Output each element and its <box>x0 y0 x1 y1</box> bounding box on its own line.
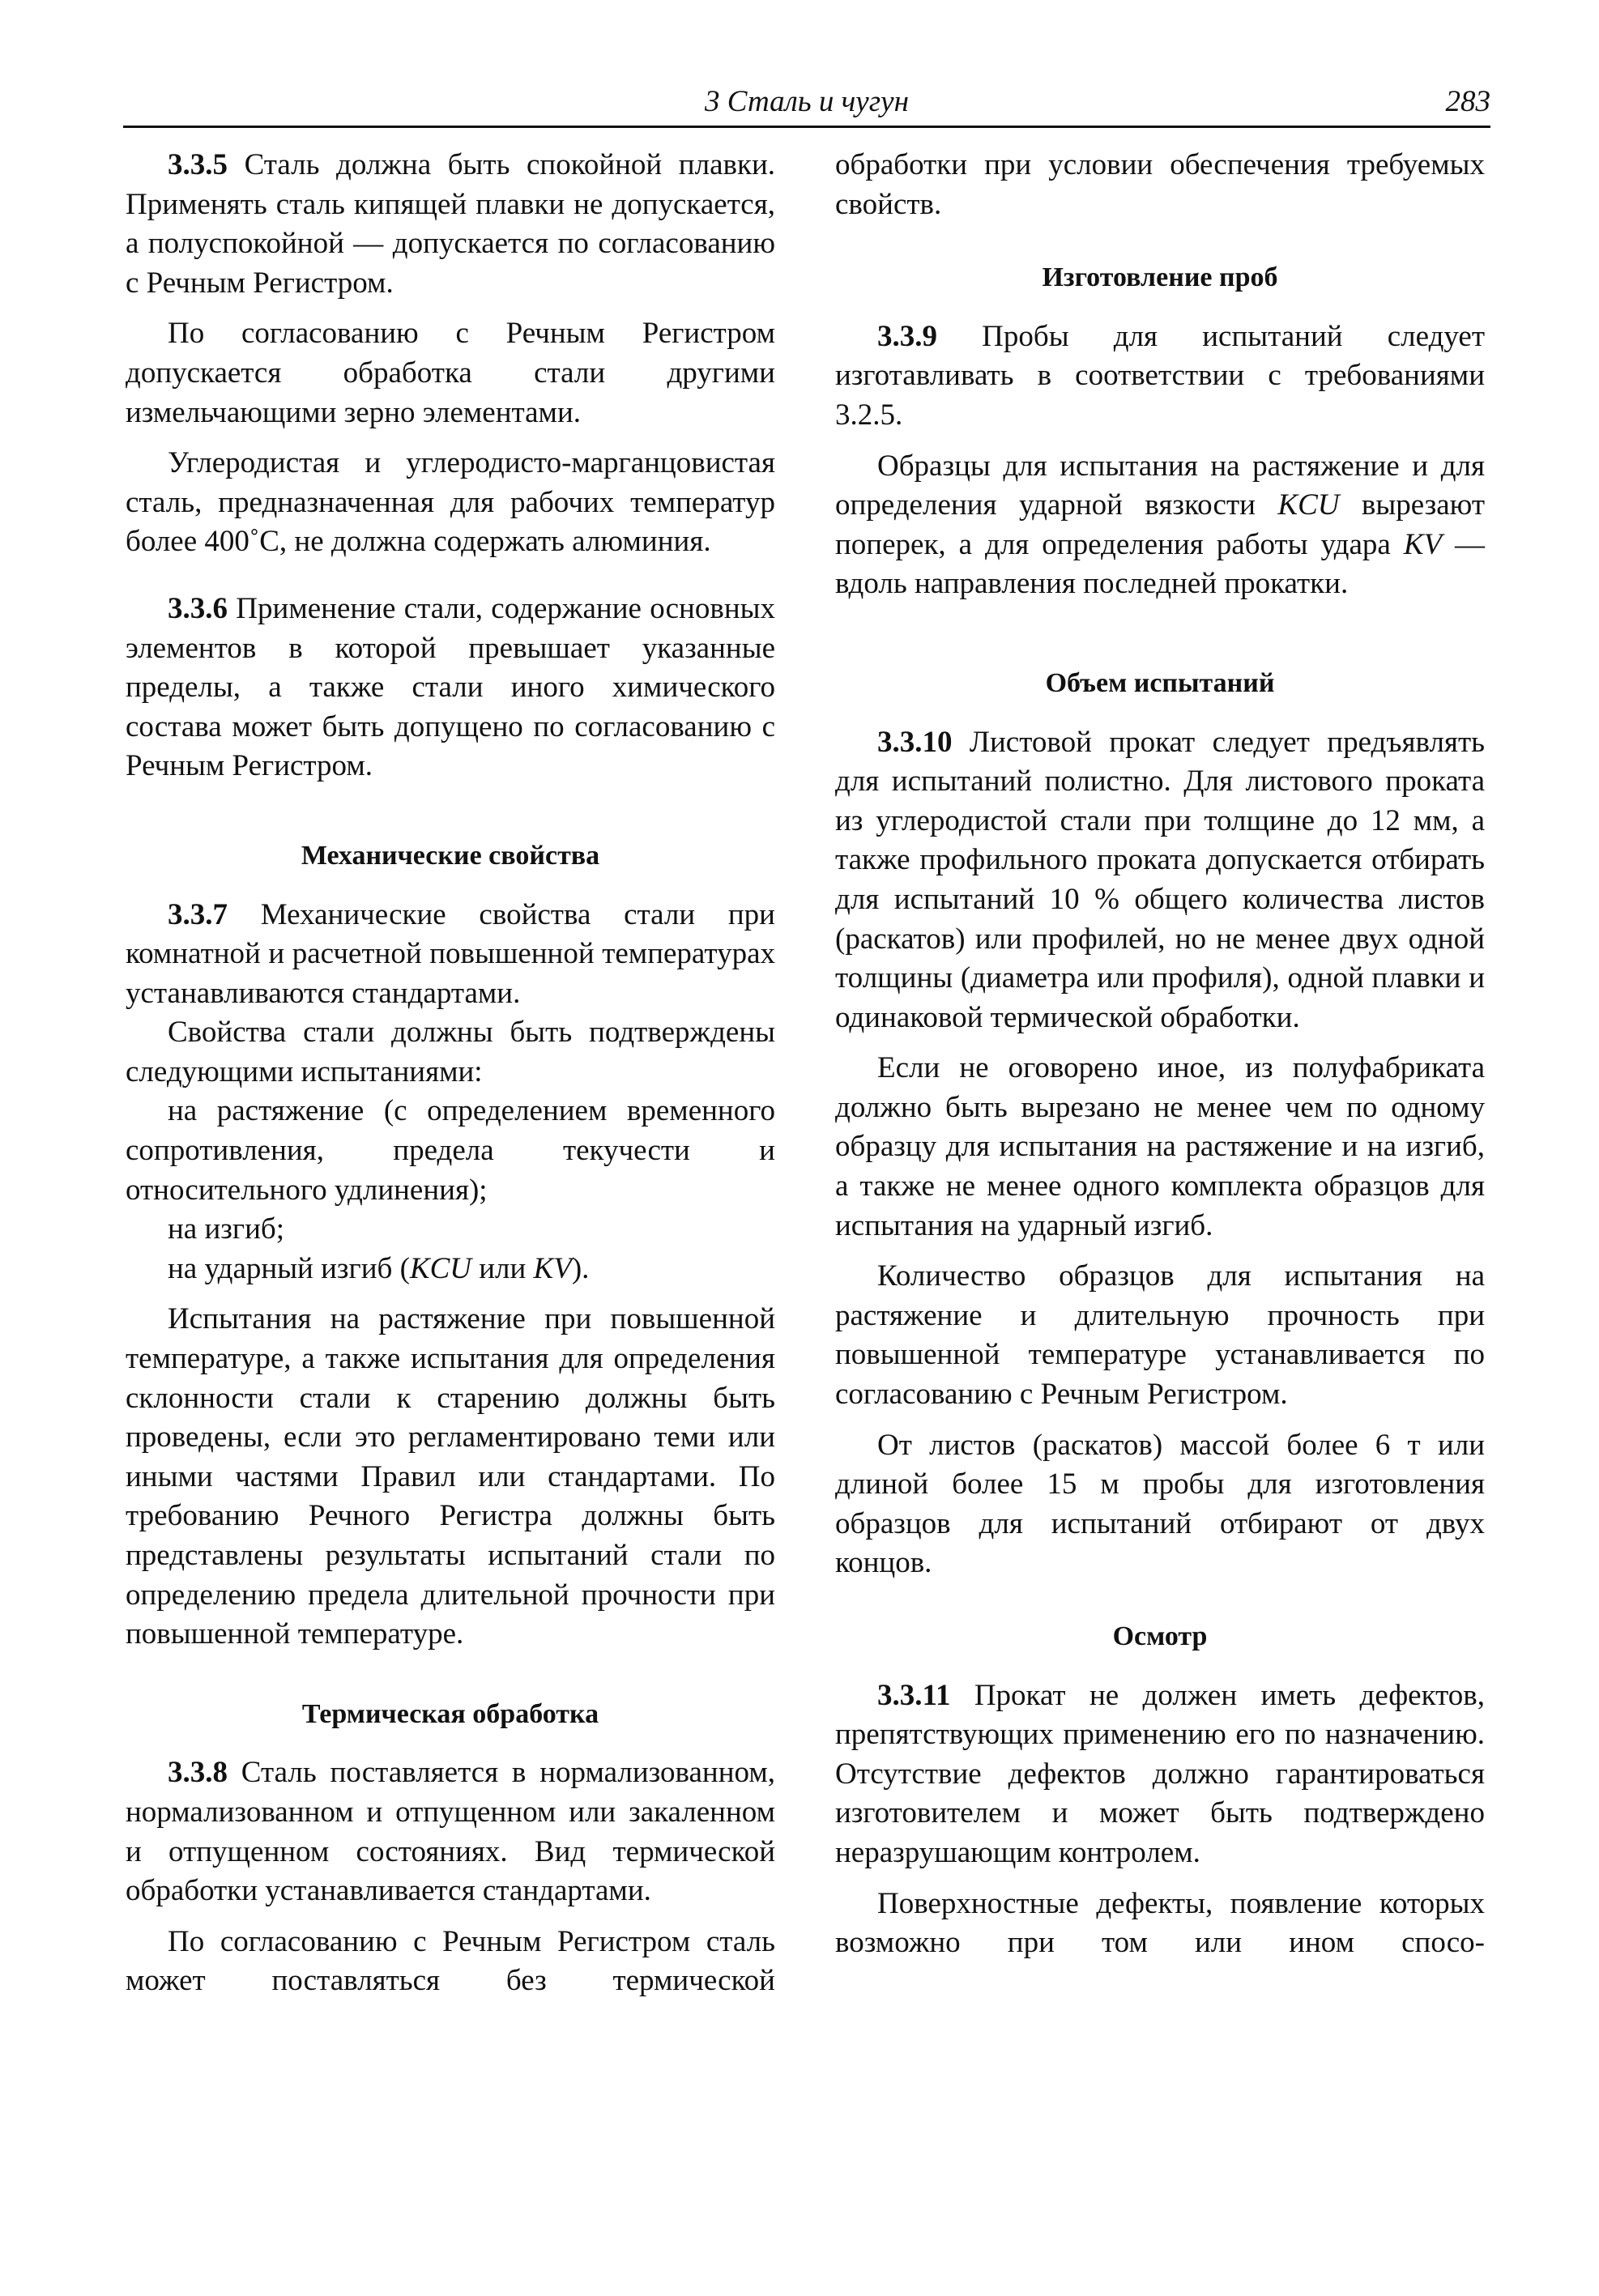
paragraph-text: Листовой прокат следует предъявлять для испытаний полистно. Для листового проката из углеродистой стали при толщине до 12 мм, а также профильного проката допускается отбирать для испытаний 10 % общего количества листов (раскатов) или профилей, но не менее двух одной толщины (диаметра или профиля), одной плавки и одинаковой термической обработки. <box>835 725 1485 1034</box>
paragraph: Испытания на растяжение при повышенной температуре, а также испытания для определения склонности стали к старению должны быть проведены, если это регламентировано теми или иными частями Правил или стандартами. По требованию Речного Регистра должны быть представлены результаты испытаний стали по определению предела длительной прочности при повышенной температуре. <box>126 1302 775 1651</box>
section-heading-mechanical: Механические свойства <box>301 840 600 871</box>
symbol-kv: KV <box>533 1251 572 1285</box>
paragraph-3-3-9 <box>835 317 1485 436</box>
paragraph-text: Сталь поставляется в нормализованном, нормализованном и отпущенном или закаленном и отпущенном состояниях. Вид термической обработки устанавливается стандартами. <box>126 1756 775 1908</box>
text-run: — вдоль направления последней прокатки. <box>835 527 1486 601</box>
paragraph: Количество образцов для испытания на растяжение и длительную прочность при повышенной температуре устанавливается по согласованию с Речным Регистром. <box>835 1259 1485 1412</box>
running-title: 3 Сталь и чугун <box>705 85 909 118</box>
paragraph-3-3-6 <box>126 590 775 786</box>
paragraph-3-3-10 <box>835 723 1485 1038</box>
clause-number: 3.3.7 <box>168 897 228 931</box>
paragraph <box>835 447 1485 604</box>
section-heading-scope: Объем испытаний <box>1045 667 1275 698</box>
section-heading-samples: Изготовление проб <box>1042 262 1278 293</box>
paragraph: По согласованию с Речным Регистром сталь может поставляться без термической <box>126 1924 775 1998</box>
header-rule <box>123 126 1490 128</box>
clause-number: 3.3.5 <box>168 148 228 181</box>
clause-number: 3.3.11 <box>877 1678 951 1712</box>
list-item <box>126 1250 775 1289</box>
text-run: на ударный изгиб ( <box>168 1251 410 1285</box>
text-run: или <box>471 1251 534 1285</box>
symbol-kcu: KCU <box>1277 488 1340 522</box>
paragraph: От листов (раскатов) массой более 6 т или длиной более 15 м пробы для изготовления образцов для испытаний отбирают от двух концов. <box>835 1428 1485 1580</box>
symbol-kv: KV <box>1403 527 1443 561</box>
page-number: 283 <box>1445 85 1490 118</box>
paragraph-continued: обработки при условии обеспечения требуемых свойств. <box>835 148 1485 221</box>
clause-number: 3.3.9 <box>877 319 937 353</box>
section-heading-heat-treatment: Термическая обработка <box>301 1698 599 1729</box>
symbol-kcu: KCU <box>409 1251 471 1285</box>
paragraph-3-3-5 <box>126 146 775 303</box>
paragraph-3-3-11 <box>835 1676 1485 1873</box>
clause-number: 3.3.8 <box>168 1756 228 1790</box>
clause-number: 3.3.6 <box>168 591 228 625</box>
clause-number: 3.3.10 <box>877 725 953 759</box>
list-item: на изгиб; <box>168 1212 284 1246</box>
paragraph-text: Механические свойства стали при комнатной и расчетной повышенной температурах устанавливаются стандартами. <box>126 897 775 1010</box>
section-heading-inspection: Осмотр <box>1112 1621 1208 1651</box>
paragraph-text: Сталь должна быть спокойной плавки. Применять сталь кипящей плавки не допускается, а полуспокойной — допускается по согласованию с Речным Регистром. <box>126 148 775 300</box>
left-column <box>126 146 775 2013</box>
paragraph-text: Прокат не должен иметь дефектов, препятствующих применению его по назначению. Отсутствие дефектов должно гарантироваться изготовителем и может быть подтверждено неразрушающим контролем. <box>835 1678 1485 1869</box>
list-item: на растяжение (с определением временного сопротивления, предела текучести и относительного удлинения); <box>126 1094 775 1207</box>
text-run: вырезают поперек, а для определения работы удара <box>835 488 1485 561</box>
paragraph: Углеродистая и углеродисто-марганцовистая сталь, предназначенная для рабочих температур более 400˚С, не должна содержать алюминия. <box>126 446 775 559</box>
paragraph: Свойства стали должны быть подтверждены следующими испытаниями: <box>126 1016 775 1088</box>
text-run: ). <box>571 1251 590 1285</box>
paragraph-text: Применение стали, содержание основных элементов в которой превышает указанные пределы, а также стали иного химического состава может быть допущено по согласованию с Речным Регистром. <box>126 591 775 783</box>
right-column <box>835 146 1485 1974</box>
text-run: Образцы для испытания на растяжение и для определения ударной вязкости <box>835 449 1485 522</box>
paragraph-text: Пробы для испытаний следует изготавливать в соответствии с требованиями 3.2.5. <box>835 319 1485 432</box>
paragraph-3-3-8 <box>126 1753 775 1910</box>
paragraph-3-3-7 <box>126 896 775 1014</box>
paragraph: Если не оговорено иное, из полуфабриката должно быть вырезано не менее чем по одному образцу для испытания на растяжение и на изгиб, а также не менее одного комплекта образцов для испытания на ударный изгиб. <box>835 1051 1485 1242</box>
page-header <box>123 84 1490 126</box>
paragraph: Поверхностные дефекты, появление которых возможно при том или ином спосо- <box>835 1886 1485 1960</box>
paragraph: По согласованию с Речным Регистром допускается обработка стали другими измельчающими зерно элементами. <box>126 317 775 429</box>
